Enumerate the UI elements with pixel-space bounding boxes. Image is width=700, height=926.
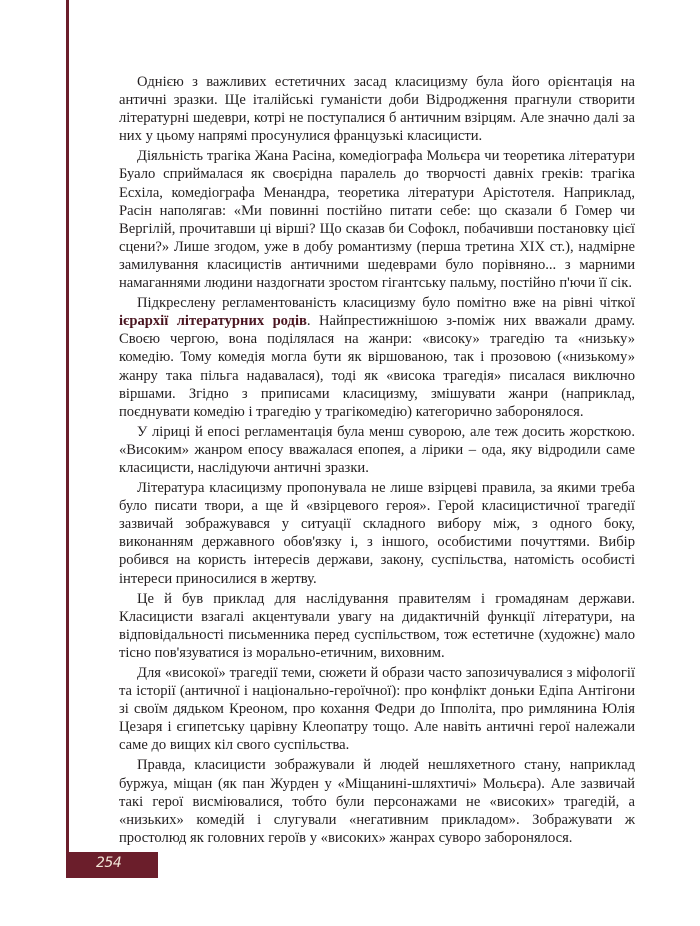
paragraph-3-start: Підкреслену регламентованість класицизму було помітно вже на рівні чіткої — [137, 295, 635, 312]
paragraph-3-end: . Найпрестижнішою з-поміж них вважали драму. Своєю чергою, вона поділялася на жанри: «високу» трагедію та «низьку» комедію. Тому комедія могла бути як віршованою, так і прозовою («низькому» жанру така пільга надавалася), тоді як «висока трагедія» писалася виключно віршами. Згідно з приписами класицизму, змішувати жанри (наприклад, поєднувати комедію і трагедію у трагікомедію) категорично заборонялося. — [119, 313, 635, 420]
paragraph-8: Правда, класицисти зображували й людей нешляхетного стану, наприклад буржуа, міщан (як пан Журден у «Міщанині-шляхтичі» Мольєра). Але зазвичай такі герої висміювалися, тобто були персонажами не «високих» трагедій, а «низьких» комедій і слугували «негативним прикладом». Зображувати ж простолюд як головних героїв у «високих» жанрах суворо заборонялося. — [119, 757, 635, 846]
paragraph-5: Література класицизму пропонувала не лише взірцеві правила, за якими треба було писати твори, а ще й «взірцевого героя». Герой класицистичної трагедії зазвичай зображувався у ситуації складного вибору між, з одного боку, виконанням державного обов'язку і, з іншого, особистими почуттями. Вибір робився на користь інтересів держави, закону, суспільства, натомість особисті інтереси приносилися в жертву. — [119, 480, 635, 587]
margin-rule — [66, 0, 69, 874]
page-number: 254 — [96, 855, 122, 871]
paragraph-4: У ліриці й епосі регламентація була менш суворою, але теж досить жорсткою. «Високим» жанром епосу вважалася епопея, а лірики – ода, яку відродили саме класицисти, наслідуючи античні зразки. — [119, 423, 635, 476]
body-text — [119, 73, 635, 847]
paragraph-3 — [119, 294, 635, 421]
paragraph-7: Для «високої» трагедії теми, сюжети й образи часто запозичувалися з міфології та історії (античної і національно-героїчної): про конфлікт доньки Едіпа Антігони зі своїм дядьком Креоном, про кохання Федри до Іпполіта, про римлянина Юлія Цезаря і єгипетську царівну Клеопатру тощо. Але навіть античні герої належали саме до вищих кіл свого суспільства. — [119, 665, 635, 754]
paragraph-6: Це й був приклад для наслідування правителям і громадянам держави. Класицисти взагалі акцентували увагу на дидактичній функції літератури, на відповідальності письменника перед суспільством, тож естетичне (художнє) мало тісно пов'язуватися із морально-етичним, виховним. — [119, 590, 635, 661]
highlighted-term: ієрархії літературних родів — [119, 313, 307, 330]
paragraph-1: Однією з важливих естетичних засад класицизму була його орієнтація на античні зразки. Ще італійські гуманісти доби Відродження прагнули створити літературні шедеври, котрі не поступалися б античним взірцям. Але значно далі за них у цьому напрямі просунулися французькі класицисти. — [119, 74, 635, 145]
paragraph-2: Діяльність трагіка Жана Расіна, комедіографа Мольєра чи теоретика літератури Буало сприймалася як своєрідна паралель до творчості давніх греків: трагіка Есхіла, комедіографа Менандра, теоретика літератури Арістотеля. Наприклад, Расін наполягав: «Ми повинні постійно питати себе: що сказали б Гомер чи Вергілій, прочитавши ці вірші? Що сказав би Софокл, побачивши постановку цієї сцени?» Лише згодом, уже в добу романтизму (перша третина XIX ст.), надмірне замилування класицистів античними шедеврами було порівняно... з марними намаганнями людини наздогнати зростом гігантську пальму, постійно п'ючи її сік. — [119, 148, 635, 292]
